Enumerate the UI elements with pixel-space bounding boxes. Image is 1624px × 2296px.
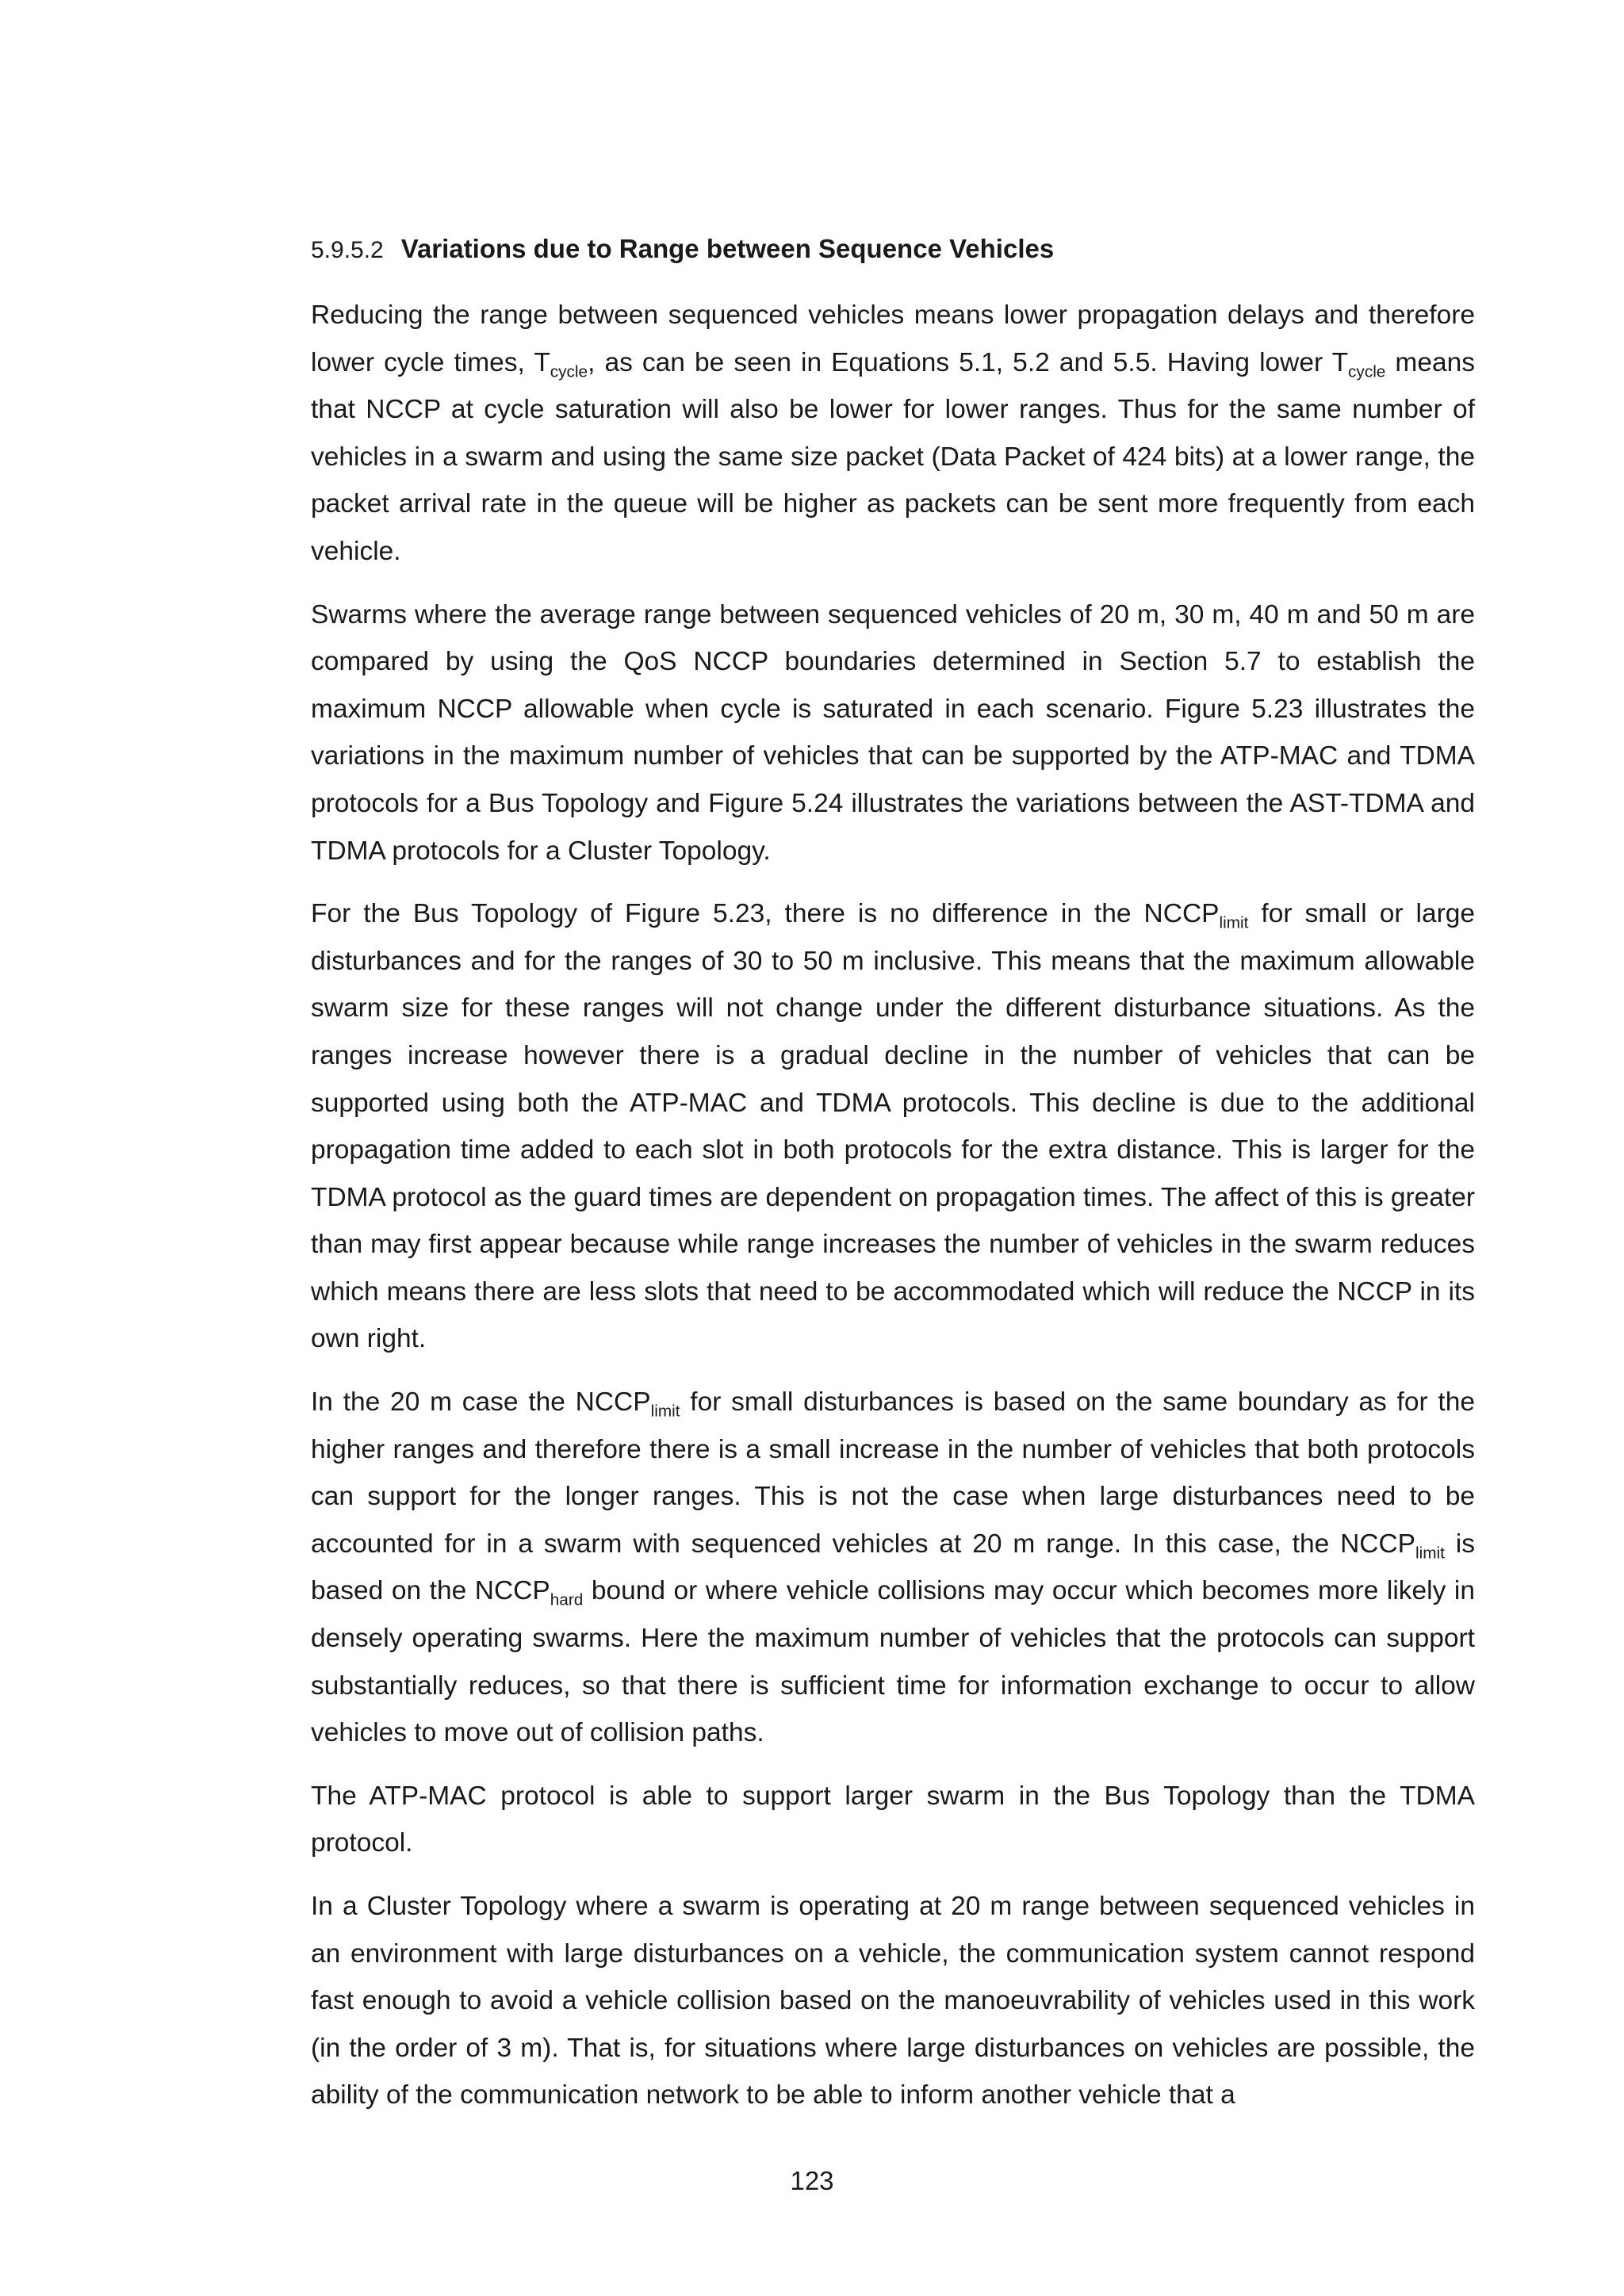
subscript-limit: limit — [1415, 1544, 1445, 1563]
paragraph-3-text-b: for small or large disturbances and for the ranges of 30 to 50 m inclusive. This means that the maximum allowable swarm size for these ranges will not change under the different disturbance situations. As the ranges increase however there is a gradual decline in the number of vehicles that can be supported using both the ATP-MAC and TDMA protocols. This decline is due to the additional propagation time added to each slot in both protocols for the extra distance. This is larger for the TDMA protocol as the guard times are dependent on propagation times. The affect of this is greater than may first appear because while range increases the number of vehicles in the swarm reduces which means there are less slots that need to be accommodated which will reduce the NCCP in its own right. — [311, 899, 1476, 1354]
paragraph-6: In a Cluster Topology where a swarm is operating at 20 m range between sequenced vehicles in an environment with large disturbances on a vehicle, the communication system cannot respond fast enough to avoid a vehicle collision based on the manoeuvrability of vehicles used in this work (in the order of 3 m). That is, for situations where large disturbances on vehicles are possible, the ability of the communication network to be able to inform another vehicle that a — [311, 1892, 1475, 2110]
paragraph-2: Swarms where the average range between sequenced vehicles of 20 m, 30 m, 40 m and 50 m are compared by using the QoS NCCP boundaries determined in Section 5.7 to establish the maximum NCCP allowable when cycle is saturated in each scenario. Figure 5.23 illustrates the variations in the maximum number of vehicles that can be supported by the ATP-MAC and TDMA protocols for a Bus Topology and Figure 5.24 illustrates the variations between the AST-TDMA and TDMA protocols for a Cluster Topology. — [311, 599, 1475, 866]
paragraph-5: The ATP-MAC protocol is able to support larger swarm in the Bus Topology than the TDMA protocol. — [311, 1781, 1475, 1858]
section-number: 5.9.5.2 — [311, 237, 384, 263]
paragraph-4-text-c: is based on the NCCP — [311, 1529, 1475, 1606]
paragraph-4 — [311, 1379, 1475, 1757]
subscript-limit: limit — [650, 1402, 680, 1421]
paragraph-1 — [311, 292, 1475, 576]
paragraph-3-text-a: For the Bus Topology of Figure 5.23, there is no difference in the NCCP — [311, 899, 1220, 929]
body-text — [311, 292, 1475, 2135]
section-title: Variations due to Range between Sequence Vehicles — [400, 234, 1055, 263]
paragraph-1-text-b: , as can be seen in Equations 5.1, 5.2 and 5.5. Having lower T — [588, 347, 1349, 377]
subscript-limit: limit — [1219, 913, 1249, 932]
paragraph-1-text-c: means that NCCP at cycle saturation will also be lower for lower ranges. Thus for the same number of vehicles in a swarm and using the same size packet (Data Packet of 424 bits) at a lower range, the packet arrival rate in the queue will be higher as packets can be sent more frequently from each vehicle. — [311, 347, 1475, 566]
paragraph-4-text-d: bound or where vehicle collisions may occur which becomes more likely in densely operating swarms. Here the maximum number of vehicles that the protocols can support substantially reduces, so that there is sufficient time for information exchange to occur to allow vehicles to move out of collision paths. — [311, 1576, 1475, 1748]
paragraph-1-text-a: Reducing the range between sequenced vehicles means lower propagation delays and therefore lower cycle times, T — [311, 300, 1475, 377]
paragraph-4-text-b: for small disturbances is based on the same boundary as for the higher ranges and therefore there is a small increase in the number of vehicles that both protocols can support for the longer ranges. This is not the case when large disturbances need to be accounted for in a swarm with sequenced vehicles at 20 m range. In this case, the NCCP — [311, 1387, 1475, 1559]
subscript-hard: hard — [550, 1590, 584, 1609]
subscript-cycle: cycle — [1348, 362, 1386, 381]
paragraph-4-text-a: In the 20 m case the NCCP — [311, 1387, 651, 1418]
page-number: 123 — [790, 2166, 834, 2195]
section-heading — [311, 228, 1484, 271]
paragraph-3 — [311, 890, 1475, 1363]
subscript-cycle: cycle — [550, 362, 588, 381]
